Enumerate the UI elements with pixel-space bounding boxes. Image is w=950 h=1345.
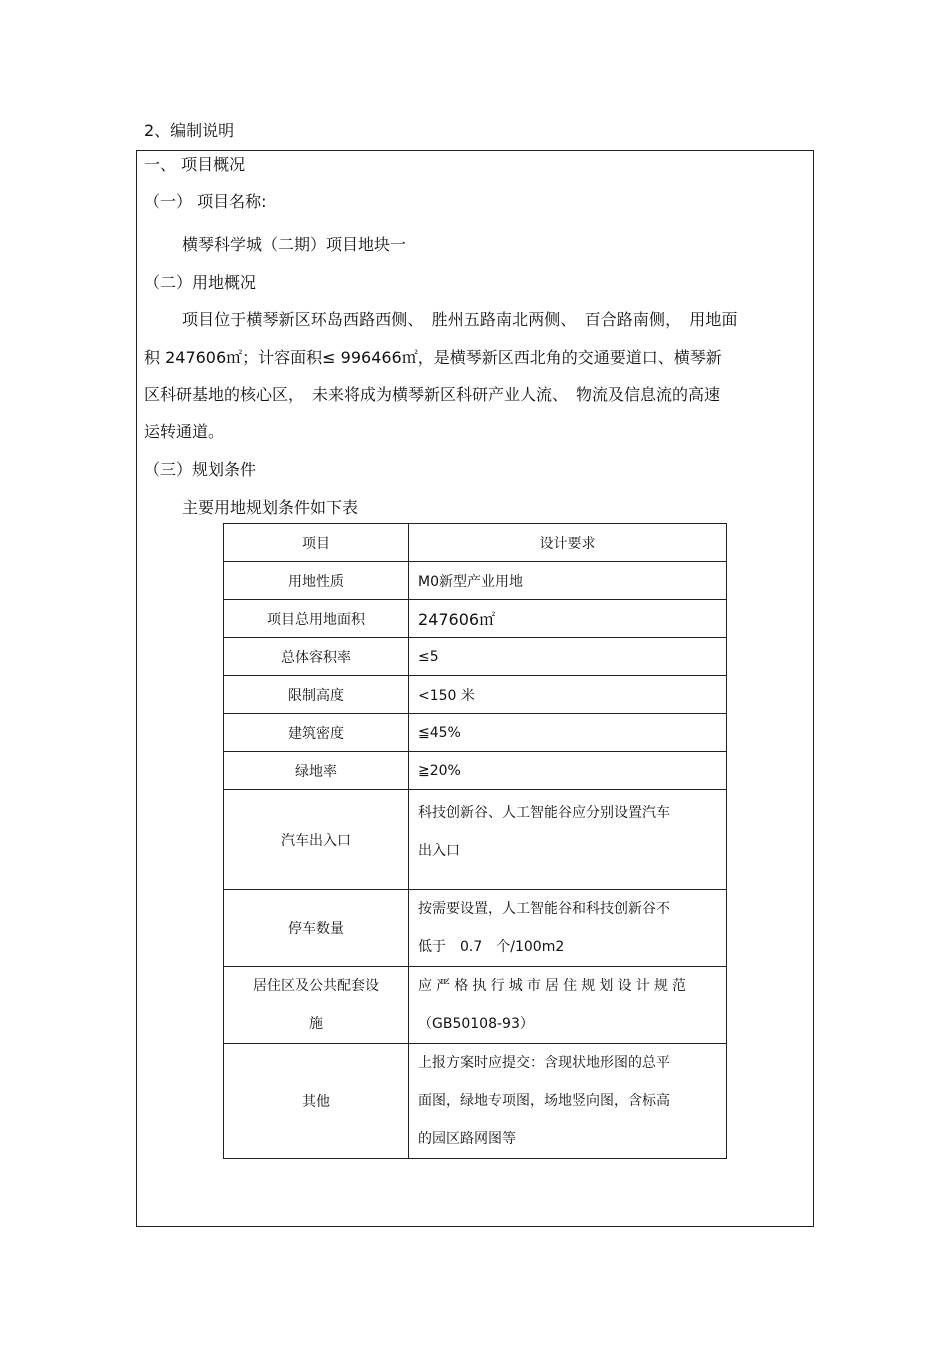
heading-project-overview: 一、 项目概况: [144, 155, 246, 174]
row-item: 停车数量: [224, 890, 409, 967]
requirement-line: 低于 0.7 个/100m2: [418, 939, 565, 955]
requirement-line: 的园区路网图等: [418, 1131, 516, 1147]
row-item: 绿地率: [224, 752, 409, 790]
requirement-line: 上报方案时应提交：含现状地形图的总平: [418, 1055, 670, 1071]
row-requirement: ≤5: [409, 638, 727, 676]
land-overview-line: 项目位于横琴新区环岛西路西侧、 胜州五路南北两侧、 百合路南侧， 用地面: [182, 310, 738, 329]
row-requirement: [409, 1044, 727, 1159]
row-requirement: [409, 890, 727, 967]
table-row: [224, 562, 727, 600]
requirement-line: 应严格执行城市居住规划设计规范: [418, 978, 686, 994]
row-item: 其他: [224, 1044, 409, 1159]
land-overview-line: 运转通道。: [144, 422, 225, 441]
requirement-line: （GB50108-93）: [418, 1016, 534, 1032]
row-item: 总体容积率: [224, 638, 409, 676]
table-row: [224, 1044, 727, 1159]
requirement-line: 出入口: [418, 843, 460, 859]
header-item: 项目: [224, 524, 409, 562]
row-requirement: [409, 790, 727, 890]
requirement-line: 科技创新谷、人工智能谷应分别设置汽车: [418, 805, 670, 821]
land-overview-line: 区科研基地的核心区， 未来将成为横琴新区科研产业人流、 物流及信息流的高速: [144, 385, 721, 404]
table-row: [224, 600, 727, 638]
row-item: 建筑密度: [224, 714, 409, 752]
row-requirement: <150 米: [409, 676, 727, 714]
table-row: [224, 638, 727, 676]
row-requirement: ≦45%: [409, 714, 727, 752]
planning-conditions-table: [223, 523, 727, 1159]
row-item: 汽车出入口: [224, 790, 409, 890]
subheading-planning-conditions: （三）规划条件: [144, 460, 257, 479]
row-requirement: [409, 967, 727, 1044]
land-overview-line: 积 247606㎡；计容面积≤ 996466㎡，是横琴新区西北角的交通要道口、横琴新: [144, 348, 722, 367]
table-row: [224, 890, 727, 967]
item-line: 居住区及公共配套设: [253, 978, 379, 994]
subheading-project-name: （一） 项目名称:: [144, 192, 267, 211]
row-item: [224, 967, 409, 1044]
table-row: [224, 967, 727, 1044]
project-name-text: 横琴科学城（二期）项目地块一: [182, 235, 407, 254]
row-item: 限制高度: [224, 676, 409, 714]
section-title: 2、编制说明: [144, 121, 235, 140]
row-requirement: ≧20%: [409, 752, 727, 790]
table-header-row: [224, 524, 727, 562]
table-row: [224, 676, 727, 714]
table-row: [224, 714, 727, 752]
row-item: 项目总用地面积: [224, 600, 409, 638]
row-requirement: M0新型产业用地: [409, 562, 727, 600]
requirement-line: 面图，绿地专项图，场地竖向图，含标高: [418, 1093, 670, 1109]
planning-table-intro: 主要用地规划条件如下表: [182, 498, 359, 517]
table-row: [224, 790, 727, 890]
row-requirement: 247606㎡: [409, 600, 727, 638]
requirement-line: 按需要设置，人工智能谷和科技创新谷不: [418, 901, 670, 917]
row-item: 用地性质: [224, 562, 409, 600]
table-row: [224, 752, 727, 790]
header-requirement: 设计要求: [409, 524, 727, 562]
subheading-land-overview: （二）用地概况: [144, 273, 257, 292]
item-line: 施: [309, 1016, 323, 1032]
